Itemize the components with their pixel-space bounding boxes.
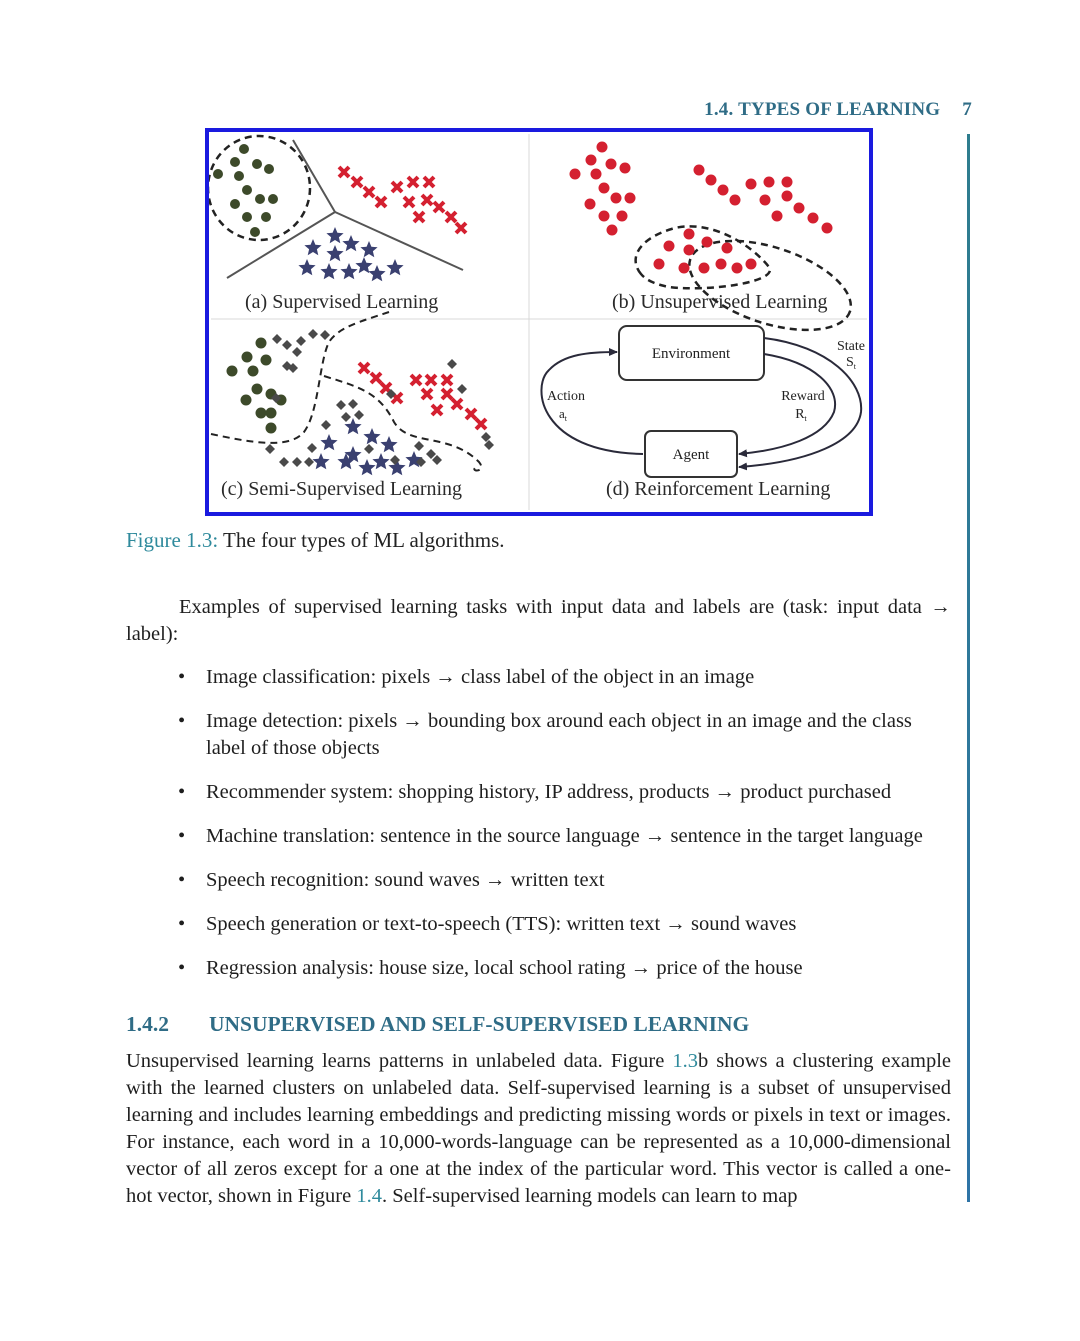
point-marker [760,195,771,206]
list-item: • Regression analysis: house size, local school rating → price of the house [176,955,956,982]
cross-marker [476,419,486,429]
point-marker [611,193,622,204]
point-marker [732,263,743,274]
star-marker [380,436,397,452]
figure-caption [126,528,505,553]
point-marker [213,169,223,179]
diamond-marker [308,329,318,339]
cross-marker [411,375,421,385]
point-marker [227,366,238,377]
point-marker [261,212,271,222]
list-item: • Image classification: pixels → class label of the object in an image [176,664,956,691]
panel-d-label: (d) Reinforcement Learning [606,478,831,500]
cross-marker [414,212,424,222]
diamond-marker [336,400,346,410]
panel-c-red-cluster [359,363,486,429]
action-symbol: $a_t$ [558,406,568,423]
examples-list [176,664,956,982]
panel-c-green-cluster [227,338,287,434]
point-marker [261,355,272,366]
section-number: 1.4.2 [126,1012,169,1036]
bullet-icon: • [178,869,186,891]
figure-ref-link[interactable]: 1.4 [356,1185,382,1207]
reward-symbol: $R_t$ [795,407,807,423]
point-marker [606,159,617,170]
diamond-marker [364,444,374,454]
diamond-marker [447,359,457,369]
point-marker [241,395,252,406]
list-item: • Speech recognition: sound waves → written text [176,867,956,894]
section-paragraph: Unsupervised learning learns patterns in unlabeled data. Figure 1.3b shows a clustering example with the learned clusters on unlabeled data. Self-supervised learning is a subset of unsupervised learning and includes learning embeddings and predicting missing words or pixels in text or images. For instance, each word in a 10,000-words-language can be represented as a 10,000-dimensional vector of all zeros except for a one at the index of the particular word. This vector is called a one-hot vector, shown in Figure 1.4. Self-supervised learning models can learn to map [126,1050,951,1207]
cross-marker [442,389,452,399]
point-marker [230,199,240,209]
star-marker [326,227,343,243]
point-marker [252,159,262,169]
point-marker [772,211,783,222]
diamond-marker [457,384,467,394]
cross-marker [466,409,476,419]
panel-b-points [570,142,833,274]
point-marker [718,185,729,196]
section-title: UNSUPERVISED AND SELF-SUPERVISED LEARNING [209,1012,750,1036]
star-marker [320,263,337,279]
list-item: • Speech generation or text-to-speech (TTS): written text → sound waves [176,911,956,938]
diamond-marker [292,457,302,467]
diamond-marker [414,441,424,451]
intro-paragraph: Examples of supervised learning tasks with input data and labels are (task: input data → label): [126,596,951,645]
bullet-icon: • [178,781,186,803]
point-marker [808,213,819,224]
cross-marker [432,405,442,415]
agent-label: Agent [672,447,710,463]
panel-c-unlabeled-points [265,329,494,467]
figure-ref-link[interactable]: 1.3 [672,1050,698,1072]
star-marker [355,257,372,273]
point-marker [266,423,277,434]
diamond-marker [279,457,289,467]
point-marker [702,237,713,248]
point-marker [242,212,252,222]
point-marker [746,259,757,270]
point-marker [586,155,597,166]
star-marker [372,453,389,469]
diamond-marker [265,444,275,454]
panel-b-label: (b) Unsupervised Learning [612,291,828,313]
point-marker [794,203,805,214]
cross-marker [339,167,349,177]
point-marker [782,191,793,202]
point-marker [266,408,277,419]
diamond-marker [292,347,302,357]
list-item: • Image detection: pixels → bounding box around each object in an image and the class label of those objects [178,710,912,759]
state-label: State [837,339,865,354]
figure-illustration [209,132,869,512]
point-marker [664,241,675,252]
point-marker [684,245,695,256]
star-marker [304,239,321,255]
point-marker [242,352,253,363]
point-marker [591,169,602,180]
bullet-icon: • [178,825,186,847]
cross-marker [352,177,362,187]
cross-marker [456,223,466,233]
point-marker [239,144,249,154]
action-label: Action [546,389,586,404]
cross-marker [408,177,418,187]
panel-a-boundaries [227,140,463,278]
cross-marker [424,177,434,187]
point-marker [607,225,618,236]
list-item: • Recommender system: shopping history, IP address, products → product purchased [176,779,956,806]
page-number: 7 [962,99,972,120]
star-marker [360,241,377,257]
point-marker [822,223,833,234]
running-head [600,99,972,121]
point-marker [722,243,733,254]
diamond-marker [272,334,282,344]
diamond-marker [296,336,306,346]
bullet-icon: • [178,666,186,688]
point-marker [250,227,260,237]
diamond-marker [321,420,331,430]
cross-marker [364,187,374,197]
point-marker [620,163,631,174]
star-marker [342,235,359,251]
point-marker [264,164,274,174]
figure-1-3 [205,128,873,516]
star-marker [368,265,385,281]
point-marker [242,185,252,195]
cross-marker [434,202,444,212]
cross-marker [422,389,432,399]
point-marker [625,193,636,204]
list-item: • Machine translation: sentence in the source language → sentence in the target language [176,823,956,850]
panel-b-cluster-outlines [209,136,862,348]
point-marker [256,408,267,419]
figure-caption-text: The four types of ML algorithms. [218,528,505,552]
cross-marker [371,373,381,383]
cross-marker [442,375,452,385]
star-marker [326,245,343,261]
diamond-marker [304,457,314,467]
point-marker [694,165,705,176]
figure-caption-ref[interactable]: Figure 1.3: [126,528,219,552]
diamond-marker [348,399,358,409]
cross-marker [404,197,414,207]
point-marker [248,366,259,377]
star-marker [386,259,403,275]
point-marker [617,211,628,222]
running-head-section: 1.4. TYPES OF LEARNING [704,99,941,120]
point-marker [230,157,240,167]
point-marker [256,338,267,349]
cross-marker [359,363,369,373]
bullet-icon: • [178,913,186,935]
cross-marker [422,195,432,205]
diamond-marker [307,443,317,453]
point-marker [570,169,581,180]
star-marker [340,263,357,279]
diamond-marker [282,340,292,350]
point-marker [730,195,741,206]
diamond-marker [354,410,364,420]
section-heading [126,1012,749,1037]
point-marker [252,384,263,395]
point-marker [716,259,727,270]
point-marker [585,199,596,210]
diamond-marker [320,330,330,340]
cross-marker [446,212,456,222]
point-marker [684,229,695,240]
star-marker [298,259,315,275]
point-marker [699,263,710,274]
point-marker [764,177,775,188]
point-marker [782,177,793,188]
point-marker [599,211,610,222]
bullet-icon: • [178,710,186,732]
point-marker [597,142,608,153]
bullet-icon: • [178,957,186,979]
panel-c-boundaries [211,312,481,470]
panel-a-label: (a) Supervised Learning [245,291,439,313]
state-symbol: $S_t$ [845,355,857,371]
panel-d-rl-diagram [541,326,865,477]
diamond-marker [341,412,351,422]
star-marker [358,459,375,475]
margin-rule [967,134,970,1202]
cross-marker [426,375,436,385]
cross-marker [392,182,402,192]
point-marker [679,263,690,274]
point-marker [654,259,665,270]
point-marker [234,171,244,181]
cross-marker [452,399,462,409]
environment-label: Environment [651,346,731,362]
reward-label: Reward [781,389,825,404]
point-marker [746,179,757,190]
point-marker [706,175,717,186]
star-marker [363,428,380,444]
star-marker [312,453,329,469]
cross-marker [376,197,386,207]
point-marker [255,194,265,204]
star-marker [320,434,337,450]
point-marker [268,194,278,204]
point-marker [599,183,610,194]
panel-c-label: (c) Semi-Supervised Learning [221,478,463,500]
